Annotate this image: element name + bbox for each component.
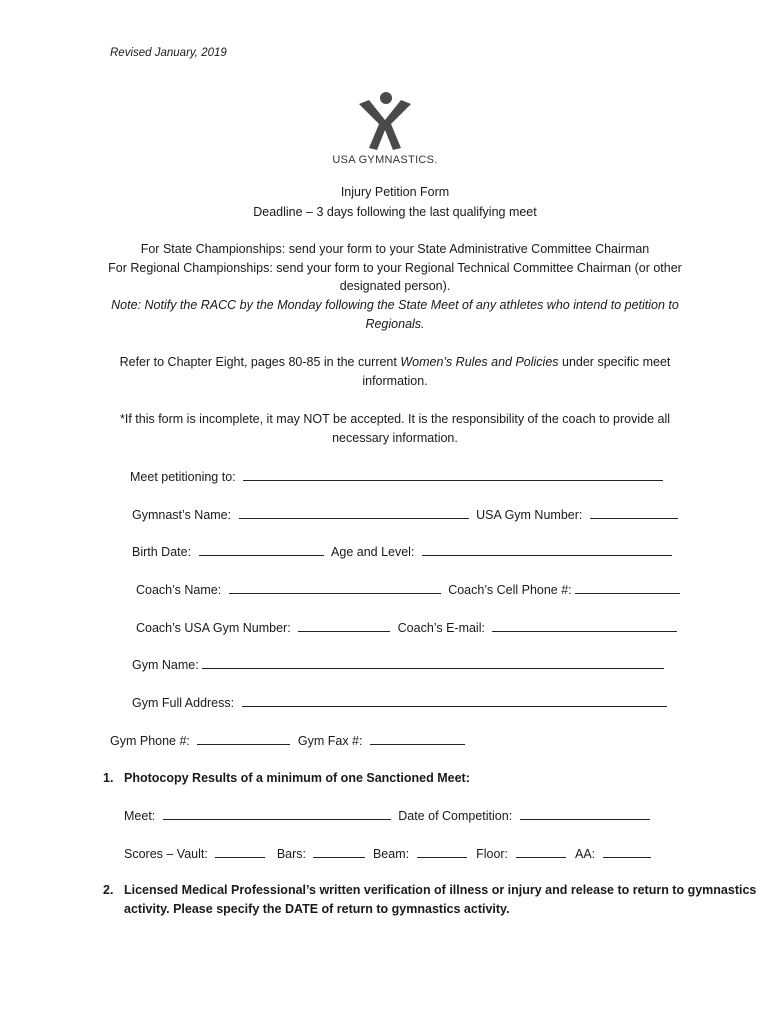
vault-score-field[interactable] <box>215 844 265 858</box>
coach-cell-field[interactable] <box>575 580 680 594</box>
note-line-1: Note: Notify the RACC by the Monday following the State Meet of any athletes who intend to petition to <box>111 298 679 312</box>
coach-name-field[interactable] <box>229 580 441 594</box>
regional-instruction-2: designated person). <box>339 279 451 293</box>
gym-phone-row <box>110 731 465 750</box>
gym-name-field[interactable] <box>202 655 664 669</box>
date-of-competition-label: Date of Competition: <box>398 809 513 823</box>
section-2-number: 2. <box>103 883 114 897</box>
meet-petitioning-row <box>130 467 663 486</box>
floor-label: Floor: <box>476 847 509 861</box>
refer-post: under specific meet <box>558 355 671 369</box>
regional-instruction-1: For Regional Championships: send your form to your Regional Technical Committee Chairman (or other <box>108 261 682 275</box>
meet-petitioning-field[interactable] <box>243 467 663 481</box>
revised-date: Revised January, 2019 <box>110 47 227 59</box>
coach-name-label: Coach’s Name: <box>136 583 222 597</box>
usa-gymnastics-logo <box>0 90 770 166</box>
gym-name-label: Gym Name: <box>132 658 199 672</box>
birth-row <box>132 542 672 561</box>
form-title: Injury Petition Form <box>340 185 450 199</box>
refer-line-2: information. <box>362 374 428 388</box>
section-1-meet-row <box>124 806 650 825</box>
scores-row <box>124 844 651 863</box>
note-line-2: Regionals. <box>365 317 425 331</box>
gym-phone-label: Gym Phone #: <box>110 734 190 748</box>
date-of-competition-field[interactable] <box>520 806 650 820</box>
coach-usa-gym-field[interactable] <box>298 618 390 632</box>
meet-field[interactable] <box>163 806 391 820</box>
gym-address-field[interactable] <box>242 693 667 707</box>
usa-gym-number-label: USA Gym Number: <box>476 508 583 522</box>
coach-row <box>136 580 680 599</box>
age-level-label: Age and Level: <box>331 545 415 559</box>
scores-vault-label: Scores – Vault: <box>124 847 208 861</box>
refer-italic: Women’s Rules and Policies <box>400 355 559 369</box>
aa-label: AA: <box>575 847 596 861</box>
logo-text: USA GYMNASTICS. <box>332 154 438 166</box>
floor-score-field[interactable] <box>516 844 566 858</box>
coach-email-field[interactable] <box>492 618 677 632</box>
refer-line-1 <box>100 353 690 371</box>
bars-label: Bars: <box>276 847 306 861</box>
gymnast-row <box>132 505 678 524</box>
gym-address-row <box>132 693 667 712</box>
usa-gym-number-field[interactable] <box>590 505 678 519</box>
gym-address-label: Gym Full Address: <box>132 696 235 710</box>
meet-petitioning-label: Meet petitioning to: <box>130 470 236 484</box>
beam-score-field[interactable] <box>417 844 467 858</box>
birth-date-label: Birth Date: <box>132 545 192 559</box>
meet-label: Meet: <box>124 809 156 823</box>
bars-score-field[interactable] <box>313 844 365 858</box>
gymnast-figure-icon <box>355 90 415 152</box>
incomplete-line-2: necessary information. <box>332 431 458 445</box>
section-1-heading: Photocopy Results of a minimum of one Sanctioned Meet: <box>124 771 470 785</box>
coach-email-label: Coach’s E-mail: <box>397 621 485 635</box>
gym-fax-field[interactable] <box>370 731 465 745</box>
birth-date-field[interactable] <box>199 542 324 556</box>
incomplete-line-1: *If this form is incomplete, it may NOT be accepted. It is the responsibility of the coach to provide all <box>119 412 671 426</box>
coach-gym-row <box>136 618 677 637</box>
beam-label: Beam: <box>372 847 410 861</box>
section-2-line-2: activity. Please specify the DATE of return to gymnastics activity. <box>124 902 510 916</box>
section-2-line-1: Licensed Medical Professional’s written verification of illness or injury and release to return to gymnastics <box>124 883 757 897</box>
gymnast-name-field[interactable] <box>239 505 469 519</box>
coach-cell-label: Coach’s Cell Phone #: <box>448 583 572 597</box>
gym-name-row <box>132 655 664 674</box>
gym-phone-field[interactable] <box>197 731 290 745</box>
refer-pre: Refer to Chapter Eight, pages 80-85 in the current <box>119 355 401 369</box>
aa-score-field[interactable] <box>603 844 651 858</box>
section-1-number: 1. <box>103 771 114 785</box>
gym-fax-label: Gym Fax #: <box>297 734 363 748</box>
gymnast-name-label: Gymnast’s Name: <box>132 508 232 522</box>
state-instruction: For State Championships: send your form to your State Administrative Committee Chairman <box>140 242 650 256</box>
age-level-field[interactable] <box>422 542 672 556</box>
deadline: Deadline – 3 days following the last qualifying meet <box>253 205 537 219</box>
coach-usa-gym-label: Coach’s USA Gym Number: <box>136 621 291 635</box>
